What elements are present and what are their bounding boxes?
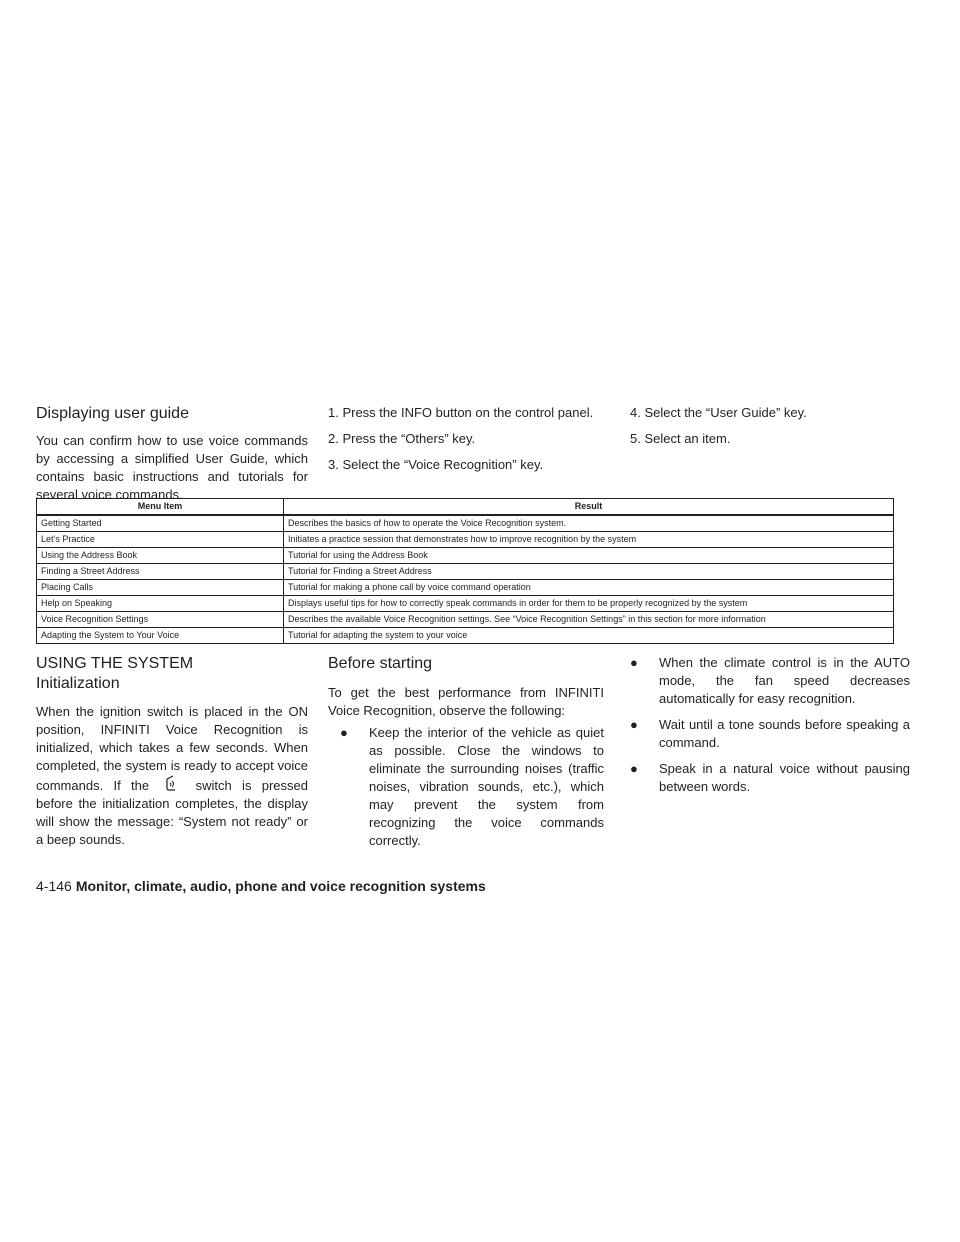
table-row — [37, 548, 894, 564]
bullet-text: Wait until a tone sounds before speaking a command. — [659, 717, 910, 750]
initialization-body-part1: When the ignition switch is placed in the ON position, INFINITI Voice Recognition is initialized, which takes a few seconds. When completed, the system is ready to accept voice commands. If the — [36, 704, 308, 793]
menu-item-cell: Voice Recognition Settings — [37, 612, 284, 628]
initialization-heading: Initialization — [36, 675, 120, 692]
table-row — [37, 596, 894, 612]
right-bullets — [630, 654, 910, 804]
page-number: 4-146 — [36, 878, 72, 894]
bullet-icon: ● — [340, 725, 348, 740]
menu-item-cell: Adapting the System to Your Voice — [37, 628, 284, 644]
table-row — [37, 612, 894, 628]
step-3: 3. Select the “Voice Recognition” key. — [328, 457, 544, 472]
initialization-body-part2: switch is pressed before the initialization completes, the display will show the message: “System not ready” or a beep sounds. — [36, 778, 308, 847]
menu-item-cell: Let’s Practice — [37, 532, 284, 548]
header-menu-item: Menu Item — [37, 499, 284, 516]
menu-item-cell: Using the Address Book — [37, 548, 284, 564]
initialization-body — [36, 703, 308, 849]
table-row — [37, 580, 894, 596]
talk-switch-icon — [159, 775, 185, 793]
using-system-section — [36, 654, 308, 849]
list-item — [630, 716, 910, 752]
menu-item-cell: Getting Started — [37, 515, 284, 532]
steps-right — [630, 404, 910, 456]
bullet-text: Keep the interior of the vehicle as quiet as possible. Close the windows to eliminate the surrounding noises (traffic noises, vibration sounds, etc.), which may prevent the system from recognizing the voice commands correctly. — [369, 725, 604, 848]
table-row — [37, 515, 894, 532]
result-cell: Tutorial for using the Address Book — [284, 548, 894, 564]
menu-item-cell: Placing Calls — [37, 580, 284, 596]
before-starting-intro: To get the best performance from INFINITI Voice Recognition, observe the following: — [328, 685, 604, 718]
result-cell: Tutorial for adapting the system to your voice — [284, 628, 894, 644]
table-row — [37, 532, 894, 548]
step-4: 4. Select the “User Guide” key. — [630, 405, 807, 420]
before-starting-heading: Before starting — [328, 655, 433, 672]
using-system-heading: USING THE SYSTEM — [36, 655, 194, 672]
list-item — [630, 654, 910, 708]
bullet-icon: ● — [630, 761, 638, 776]
footer-title: Monitor, climate, audio, phone and voice recognition systems — [75, 878, 486, 894]
user-guide-body: You can confirm how to use voice commands by accessing a simplified User Guide, which contains basic instructions and tutorials for several voice commands. — [36, 433, 308, 502]
steps-left — [328, 404, 608, 482]
result-cell: Displays useful tips for how to correctly speak commands in order for them to be properly recognized by the system — [284, 596, 894, 612]
result-cell: Tutorial for Finding a Street Address — [284, 564, 894, 580]
step-5: 5. Select an item. — [630, 431, 731, 446]
menu-item-cell: Help on Speaking — [37, 596, 284, 612]
before-starting-section — [328, 654, 604, 858]
list-item — [630, 760, 910, 796]
user-guide-heading: Displaying user guide — [36, 405, 189, 422]
table-header-row — [37, 499, 894, 516]
menu-table — [36, 498, 894, 644]
header-result: Result — [284, 499, 894, 516]
result-cell: Describes the basics of how to operate the Voice Recognition system. — [284, 515, 894, 532]
bullet-icon: ● — [630, 655, 638, 670]
menu-item-cell: Finding a Street Address — [37, 564, 284, 580]
table-row — [37, 628, 894, 644]
result-cell: Describes the available Voice Recognition settings. See “Voice Recognition Settings” in this section for more information — [284, 612, 894, 628]
step-1: 1. Press the INFO button on the control panel. — [328, 405, 594, 420]
bullet-text: When the climate control is in the AUTO mode, the fan speed decreases automatically for easy recognition. — [659, 655, 910, 706]
bullet-icon: ● — [630, 717, 638, 732]
step-2: 2. Press the “Others” key. — [328, 431, 476, 446]
result-cell: Initiates a practice session that demonstrates how to improve recognition by the system — [284, 532, 894, 548]
table-row — [37, 564, 894, 580]
bullet-text: Speak in a natural voice without pausing between words. — [659, 761, 910, 794]
result-cell: Tutorial for making a phone call by voice command operation — [284, 580, 894, 596]
page-footer — [36, 877, 486, 895]
list-item — [340, 724, 604, 850]
user-guide-section — [36, 404, 308, 504]
